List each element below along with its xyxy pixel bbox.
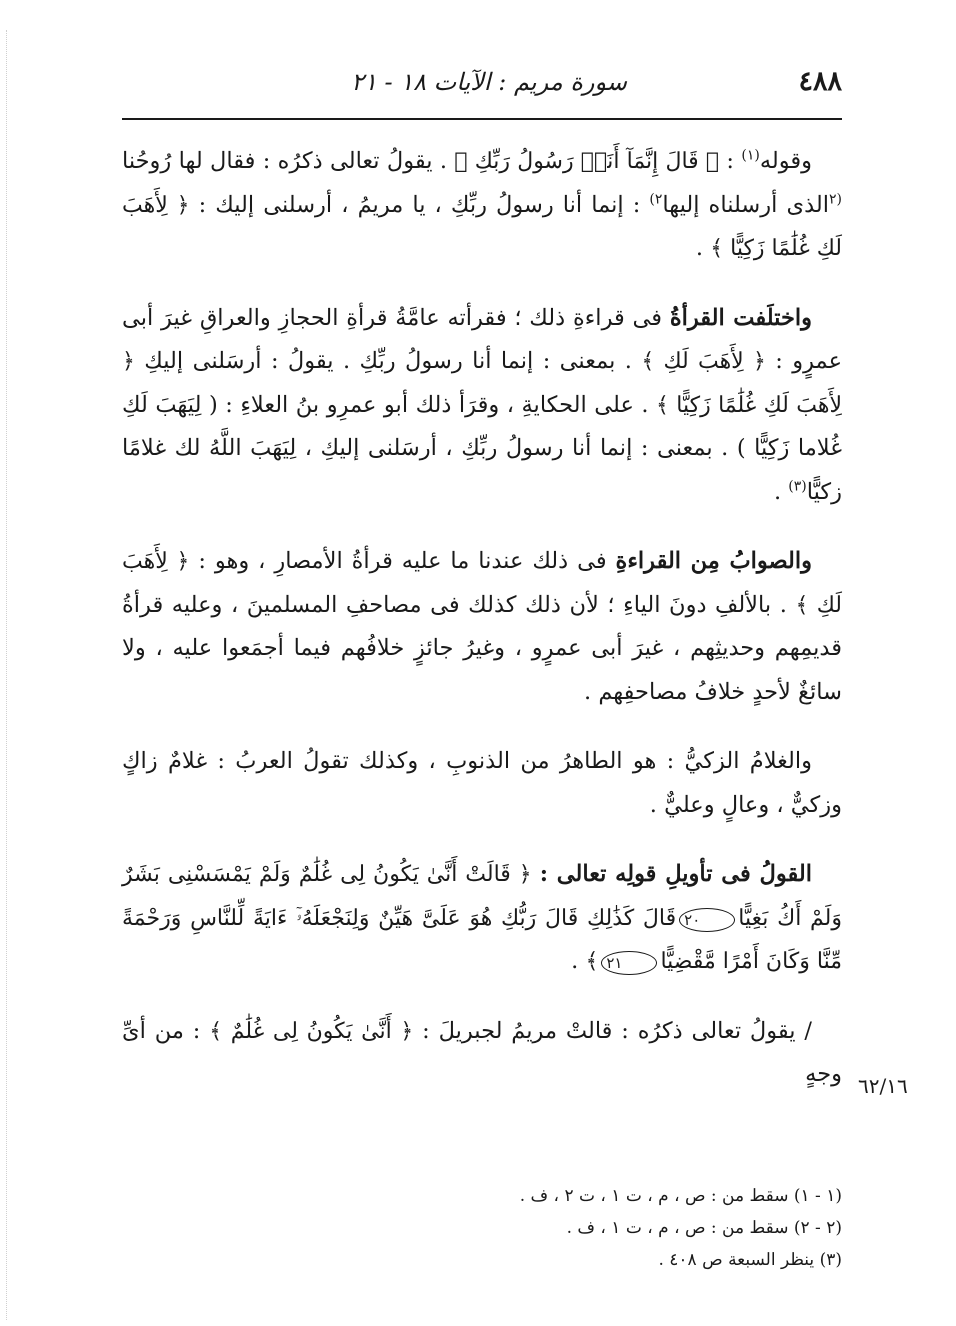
text-run: : من أىِّ وجهٍ — [122, 1017, 842, 1087]
text-run: / يقولُ تعالى ذكرُه : قالتْ مريمُ لجبريلَ : — [413, 1017, 812, 1044]
text-run: . يقولُ تعالى ذكرُه : فقال لها رُوحُنا — [122, 148, 455, 174]
text-run: فى ذلك عندنا ما عليه قرأةُ الأمصارِ ، وهو : — [189, 548, 616, 574]
quran-quote: ﴾ — [585, 949, 599, 974]
paragraph — [122, 1010, 842, 1097]
text-run: . بالألفِ دونَ الياءِ ؛ لأن ذلك كذلك فى مصاحفِ المسلمينَ ، وعليه قرأةُ قديمِهم وحديثِهم ، غيرَ أبى عمرٍو ، وغيرُ جائزٍ خلافُهم فيما أجمَعوا عليه ، ولا سائغٌ لأحدٍ خلافُ مصاحفِهم . — [122, 591, 842, 705]
paragraph — [122, 297, 842, 515]
verse-number: ٢٠ — [679, 908, 735, 932]
quran-quote: ﴿ لِأَهَبَ لَكِ ﴾ — [122, 549, 842, 618]
footnote-ref: (٣) — [788, 478, 807, 494]
footnote: (١ - ١) سقط من : ص ، م ، ت ١ ، ت ٢ ، ف . — [519, 1186, 842, 1206]
text-run — [532, 861, 540, 887]
quran-quote: ﴿ لِأَهَبَ لَكِ ﴾ — [641, 349, 766, 374]
paragraph — [122, 740, 842, 827]
footnote-ref: (١) — [741, 147, 760, 164]
scan-edge-line — [6, 30, 7, 1320]
paragraph — [122, 853, 842, 984]
footnote: (٢ - ٢) سقط من : ص ، م ، ت ١ ، ف . — [566, 1218, 842, 1238]
paragraph — [122, 140, 842, 271]
section-lead: والصوابُ مِن القراءةِ — [615, 548, 812, 574]
marginal-note: ٦٢/١٦ — [858, 1074, 908, 1098]
section-lead: القولُ فى تأويلِ قولِه تعالى : — [539, 861, 813, 887]
text-run: . بمعنى : إنما أنا رسولُ ربِّكِ . يقولُ : أرسَلنى إليكِ — [134, 348, 642, 374]
quran-quote: ﴿ لِأَهَبَ لَكِ غُلَٰمًا زَكِيًّا ﴾ — [122, 192, 842, 261]
footnote-ref: (٢ — [829, 191, 843, 207]
page-header — [122, 66, 842, 106]
text-run: . على الحكايةِ ، وقرَأ ذلك أبو عمرِو بنُ العلاءِ : ( لِيَهَبَ لَكِ غُلاما زَكِيًّا ) . بمعنى : إنما أنا رسولُ ربِّكِ ، أرسَلنى إليكِ ، لِيَهَبَ اللَّهُ لك غلامًا زكيًّا — [122, 391, 842, 505]
quran-quote: قَالَ كَذَٰلِكِ قَالَ رَبُّكِ هُوَ عَلَىَّ هَيِّنٌ وَلِنَجْعَلَهُۥٓ ءَايَةً لِّلنَّاسِ وَرَحْمَةً مِّنَّا وَكَانَ أَمْرًا مَّقْضِيًّا — [122, 905, 842, 974]
section-lead: واختلَفت القرأةُ — [669, 304, 813, 331]
quran-quote: ﴿ قَالَ إِنَّمَآ أَنَا۠ رَسُولُ رَبِّكِ ﴾ — [454, 149, 720, 174]
text-run: وقوله — [759, 148, 812, 174]
paragraph — [122, 540, 842, 714]
footnote: (٣) ينظر السبعة ص ٤٠٨ . — [658, 1250, 842, 1270]
quran-quote: ﴿ لِأَهَبَ لَكِ غُلَٰمًا زَكِيًّا ﴾ — [122, 349, 842, 418]
header-rule — [122, 118, 842, 120]
footnotes — [122, 1180, 842, 1276]
text-run: فى قراءةِ ذلك ؛ فقرأته عامَّةُ قرأةِ الحجازِ والعراقِ غيرَ أبى عمرٍو : — [122, 304, 842, 374]
running-title: سورة مريم : الآيات ١٨ - ٢١ — [351, 68, 627, 96]
quran-quote: ﴿ أَنَّىٰ يَكُونُ لِى غُلَٰمٌ ﴾ — [209, 1018, 414, 1044]
text-run: . — [571, 948, 586, 974]
footnote-ref: ٢) — [649, 191, 663, 207]
text-run: : إنما أنا رسولُ ربِّكِ ، يا مريمُ ، أرسلنى إليك : — [189, 191, 650, 218]
text-run: والغلامُ الزكيُّ : هو الطاهرُ من الذنوبِ ، وكذلك تقولُ العربُ : غلامٌ زاكٍ وزكيٌّ ، وعالٍ وعليٌّ . — [122, 748, 842, 818]
page-number: ٤٨٨ — [798, 66, 842, 97]
text-run: . — [695, 235, 711, 261]
verse-number: ٢١ — [601, 951, 657, 975]
text-run: الذى أرسلناه إليها — [662, 191, 830, 218]
text-run: : — [719, 148, 742, 174]
text-run: . — [773, 478, 789, 505]
body-text — [122, 140, 842, 1123]
quran-quote: ﴿ قَالَتْ أَنَّىٰ يَكُونُ لِى غُلَٰمٌ وَلَمْ يَمْسَسْنِى بَشَرٌ وَلَمْ أَكُ بَغِيًّا — [122, 862, 842, 931]
